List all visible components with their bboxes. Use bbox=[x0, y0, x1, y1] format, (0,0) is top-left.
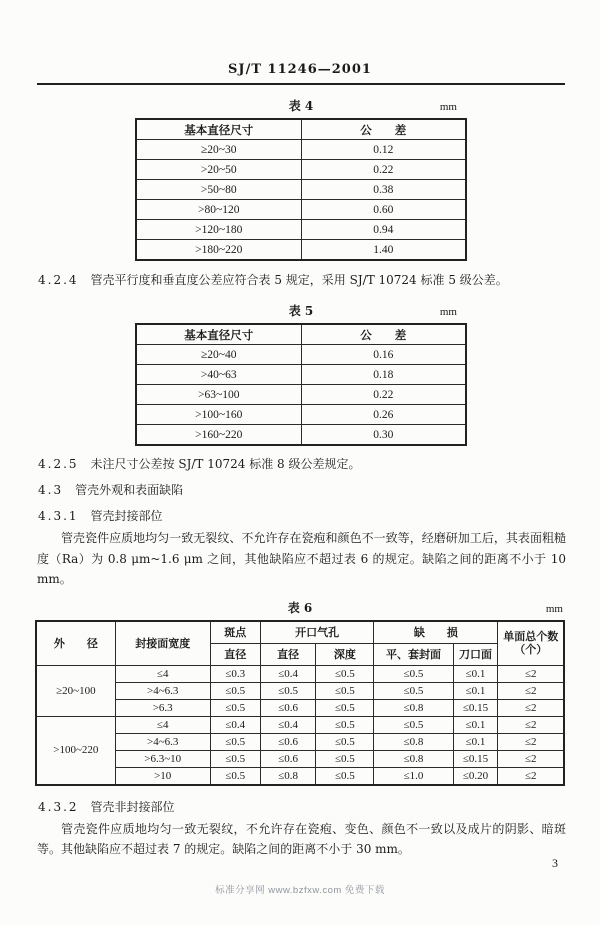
table-cell: >160~220 bbox=[136, 425, 301, 446]
paragraph-4-3-1: 管壳瓷件应质地均匀一致无裂纹、不允许存在瓷疱和颜色不一致等，经磨研加工后，其表面粗糙度（Ra）为 0.8 μm~1.6 μm 之间，其他缺陷应不超过表 6 的规定。缺陷之间的距离不小于 10 mm。 bbox=[37, 531, 566, 586]
table-cell: ≤0.5 bbox=[316, 733, 374, 750]
table-row bbox=[136, 140, 466, 160]
table-cell: ≤0.6 bbox=[260, 733, 315, 750]
table-cell: ≤0.5 bbox=[210, 733, 260, 750]
table-cell: ≤0.8 bbox=[374, 699, 453, 716]
table-cell: ≤0.6 bbox=[260, 699, 315, 716]
table-cell: ≤2 bbox=[498, 767, 564, 785]
table-cell: 0.30 bbox=[301, 425, 466, 446]
table-cell: ≤0.5 bbox=[316, 665, 374, 682]
table6-unit: mm bbox=[545, 602, 563, 615]
clause-number: 4.2.4 bbox=[38, 273, 79, 287]
table-cell: 0.22 bbox=[301, 385, 466, 405]
page-number: 3 bbox=[552, 856, 558, 870]
table4-unit: mm bbox=[439, 101, 457, 113]
clause-4-3 bbox=[38, 481, 562, 500]
table6-title bbox=[35, 600, 565, 616]
clause-4-2-5 bbox=[38, 455, 562, 474]
table-cell: ≤2 bbox=[498, 733, 564, 750]
table6-col-total-count-line1: 单面总个数 bbox=[503, 630, 559, 643]
table-cell: ≤2 bbox=[498, 682, 564, 699]
table-cell: 0.16 bbox=[301, 345, 466, 365]
table-cell: ≤2 bbox=[498, 750, 564, 767]
table-cell: ≤0.5 bbox=[316, 699, 374, 716]
table5-unit: mm bbox=[439, 306, 457, 318]
table6-title-text: 表 6 bbox=[287, 600, 313, 615]
table4-title-text: 表 4 bbox=[288, 99, 314, 113]
table-cell: >6.3 bbox=[115, 699, 210, 716]
table6-block bbox=[35, 600, 565, 786]
table-cell: >4~6.3 bbox=[115, 733, 210, 750]
table-cell: ≤2 bbox=[498, 716, 564, 733]
table4-block bbox=[135, 98, 467, 261]
table-cell: 0.60 bbox=[301, 200, 466, 220]
table-cell: ≤0.5 bbox=[210, 682, 260, 699]
table-cell: >50~80 bbox=[136, 180, 301, 200]
table-cell: ≤0.1 bbox=[453, 682, 498, 699]
table5 bbox=[135, 323, 467, 446]
table-cell: ≤0.5 bbox=[316, 682, 374, 699]
header-rule bbox=[37, 83, 565, 85]
clause-text: 管壳外观和表面缺陷 bbox=[75, 483, 184, 497]
table-row bbox=[136, 220, 466, 240]
table-cell: ≤0.5 bbox=[374, 716, 453, 733]
table-cell: 1.40 bbox=[301, 240, 466, 261]
table-cell: >80~120 bbox=[136, 200, 301, 220]
table-cell: ≤0.5 bbox=[210, 767, 260, 785]
table6-col-pore-depth: 深度 bbox=[316, 643, 374, 665]
table-cell: ≤0.8 bbox=[374, 750, 453, 767]
table-cell: ≤0.5 bbox=[374, 682, 453, 699]
table-cell: ≤0.6 bbox=[260, 750, 315, 767]
table-cell: >63~100 bbox=[136, 385, 301, 405]
table-cell: ≤0.1 bbox=[453, 733, 498, 750]
table-cell: 0.38 bbox=[301, 180, 466, 200]
table6-header-row-1 bbox=[36, 621, 564, 644]
table-row bbox=[36, 699, 564, 716]
table6-col-spot: 斑点 bbox=[210, 621, 260, 644]
table4-col-size: 基本直径尺寸 bbox=[136, 119, 301, 140]
clause-number: 4.3 bbox=[38, 483, 64, 497]
table-cell: ≤0.5 bbox=[210, 750, 260, 767]
table-row bbox=[36, 750, 564, 767]
table-cell: 0.94 bbox=[301, 220, 466, 240]
table-row bbox=[36, 682, 564, 699]
table6-col-total-count bbox=[498, 621, 564, 666]
clause-text: 未注尺寸公差按 SJ/T 10724 标准 8 级公差规定。 bbox=[90, 457, 361, 471]
table-cell: ≤0.4 bbox=[260, 665, 315, 682]
table-cell: ≤0.5 bbox=[316, 716, 374, 733]
table-header-row bbox=[136, 119, 466, 140]
table-row bbox=[136, 365, 466, 385]
table5-block bbox=[135, 303, 467, 446]
table-row bbox=[36, 733, 564, 750]
table-cell: ≤0.4 bbox=[210, 716, 260, 733]
watermark-text: 标准分享网 www.bzfxw.com 免费下载 bbox=[215, 885, 385, 896]
clause-number: 4.2.5 bbox=[38, 457, 79, 471]
clause-number: 4.3.1 bbox=[38, 509, 79, 523]
paragraph-4-3-2: 管壳瓷件应质地均匀一致无裂纹，不允许存在瓷疱、变色、颜色不一致以及成片的阴影、暗斑等。其他缺陷应不超过表 7 的规定。缺陷之间的距离不小于 30 mm。 bbox=[37, 821, 566, 856]
table-cell: >4~6.3 bbox=[115, 682, 210, 699]
table4 bbox=[135, 118, 467, 261]
table-row bbox=[136, 160, 466, 180]
table-cell: >40~63 bbox=[136, 365, 301, 385]
table6-col-spot-diameter: 直径 bbox=[210, 643, 260, 665]
table-cell: >10 bbox=[115, 767, 210, 785]
clause-4-3-1 bbox=[38, 507, 562, 526]
table-cell: ≤0.5 bbox=[374, 665, 453, 682]
table6-col-outer-diameter: 外 径 bbox=[36, 621, 115, 666]
clause-number: 4.3.2 bbox=[38, 799, 79, 814]
table-cell: ≤0.1 bbox=[453, 716, 498, 733]
table-cell: ≤0.5 bbox=[316, 750, 374, 767]
table-cell: ≤0.15 bbox=[453, 699, 498, 716]
table-row bbox=[136, 345, 466, 365]
table-header-row bbox=[136, 324, 466, 345]
table-cell: ≤0.20 bbox=[453, 767, 498, 785]
table6-col-total-count-line2: （个） bbox=[514, 643, 548, 656]
table-cell: >120~180 bbox=[136, 220, 301, 240]
table-cell: ≥20~40 bbox=[136, 345, 301, 365]
table6-col-defect-edge: 刀口面 bbox=[453, 643, 498, 665]
table-row bbox=[136, 405, 466, 425]
table-cell: ≤0.8 bbox=[260, 767, 315, 785]
table-cell: >100~160 bbox=[136, 405, 301, 425]
table-cell: ≤4 bbox=[115, 665, 210, 682]
table5-col-tolerance: 公 差 bbox=[301, 324, 466, 345]
table5-title bbox=[135, 303, 467, 319]
table6-outer-diameter-cell: ≥20~100 bbox=[36, 665, 115, 716]
table-row bbox=[36, 767, 564, 785]
doc-number: SJ/T 11246—2001 bbox=[228, 62, 372, 77]
table-row bbox=[36, 716, 564, 733]
table-cell: ≥20~30 bbox=[136, 140, 301, 160]
table-cell: ≤0.5 bbox=[316, 767, 374, 785]
table-row bbox=[136, 240, 466, 261]
table5-title-text: 表 5 bbox=[288, 304, 314, 318]
table6-col-seal-width: 封接面宽度 bbox=[115, 621, 210, 666]
table-row bbox=[136, 200, 466, 220]
table4-title bbox=[135, 98, 467, 114]
table6-outer-diameter-cell: >100~220 bbox=[36, 716, 115, 785]
table-cell: ≤4 bbox=[115, 716, 210, 733]
table-cell: ≤2 bbox=[498, 665, 564, 682]
table-row bbox=[136, 180, 466, 200]
clause-text: 管壳非封接部位 bbox=[90, 799, 175, 814]
table-cell: 0.26 bbox=[301, 405, 466, 425]
table-row bbox=[136, 425, 466, 446]
table6 bbox=[35, 620, 565, 786]
table4-col-tolerance: 公 差 bbox=[301, 119, 466, 140]
table-cell: >6.3~10 bbox=[115, 750, 210, 767]
table6-col-open-pore: 开口气孔 bbox=[260, 621, 374, 644]
table-cell: 0.18 bbox=[301, 365, 466, 385]
table-cell: ≤1.0 bbox=[374, 767, 453, 785]
table5-col-size: 基本直径尺寸 bbox=[136, 324, 301, 345]
table-cell: ≤0.1 bbox=[453, 665, 498, 682]
table6-col-pore-diameter: 直径 bbox=[260, 643, 315, 665]
table-cell: 0.22 bbox=[301, 160, 466, 180]
table-cell: >20~50 bbox=[136, 160, 301, 180]
table6-col-defect-flat: 平、套封面 bbox=[374, 643, 453, 665]
clause-text: 管壳封接部位 bbox=[90, 509, 163, 523]
table-cell: 0.12 bbox=[301, 140, 466, 160]
table-cell: ≤0.15 bbox=[453, 750, 498, 767]
table-cell: ≤0.5 bbox=[260, 682, 315, 699]
table-cell: ≤0.8 bbox=[374, 733, 453, 750]
table-row bbox=[36, 665, 564, 682]
table-cell: ≤0.3 bbox=[210, 665, 260, 682]
clause-text: 管壳平行度和垂直度公差应符合表 5 规定，采用 SJ/T 10724 标准 5 级公差。 bbox=[90, 273, 508, 287]
table-row bbox=[136, 385, 466, 405]
clause-4-2-4 bbox=[38, 271, 562, 290]
table6-col-defect: 缺 损 bbox=[374, 621, 498, 644]
clause-4-3-2 bbox=[38, 798, 562, 817]
table-cell: ≤0.4 bbox=[260, 716, 315, 733]
table-cell: >180~220 bbox=[136, 240, 301, 261]
table-cell: ≤0.5 bbox=[210, 699, 260, 716]
table-cell: ≤2 bbox=[498, 699, 564, 716]
